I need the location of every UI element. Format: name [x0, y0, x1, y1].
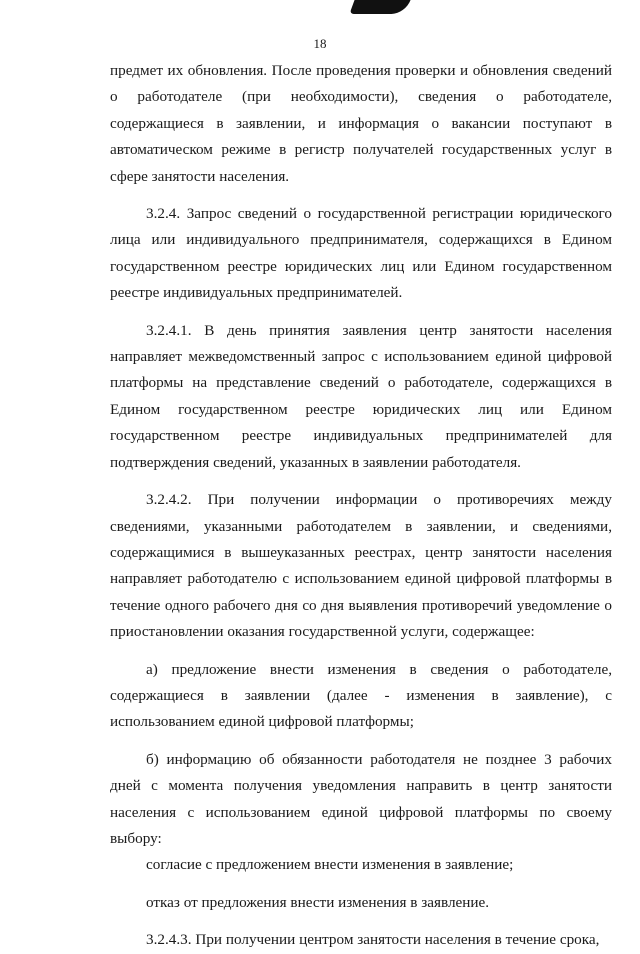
paragraph: 3.2.4.3. При получении центром занятости населения в течение срока,	[146, 931, 600, 949]
paragraph: а) предложение внести изменения в сведения о работодателе, содержащиеся в заявлении (далее - изменения в заявление), с использованием единой цифровой платформы;	[110, 660, 612, 731]
paragraph: б) информацию об обязанности работодателя не позднее 3 рабочих дней с момента получения уведомления направить в центр занятости населения с использованием единой цифровой платформы по своему выбору:	[110, 750, 612, 847]
paragraph: 3.2.4. Запрос сведений о государственной регистрации юридического лица или индивидуального предпринимателя, содержащихся в Едином государственном реестре юридических лиц или Едином государственном реестре индивидуальных предпринимателей.	[110, 205, 612, 302]
document-body	[110, 58, 612, 954]
page-number: 18	[313, 36, 327, 51]
paragraph: отказ от предложения внести изменения в заявление.	[146, 893, 490, 911]
paragraph: 3.2.4.1. В день принятия заявления центр занятости населения направляет межведомственный запрос с использованием единой цифровой платформы на представление сведений о работодателе, содержащихся в Едином государственном реестре юридических лиц или Едином государственном реестре индивидуальных предпринимателей для подтверждения сведений, указанных в заявлении работодателя.	[110, 321, 612, 471]
paragraph: согласие с предложением внести изменения в заявление;	[146, 856, 514, 874]
paragraph: 3.2.4.2. При получении информации о противоречиях между сведениями, указанными работодателем в заявлении, и сведениями, содержащимися в вышеуказанных реестрах, центр занятости населения направляет работодателю с использованием единой цифровой платформы в течение одного рабочего дня со дня выявления противоречий уведомление о приостановлении оказания государственной услуги, содержащее:	[110, 491, 612, 641]
paragraph: предмет их обновления. После проведения проверки и обновления сведений о работодателе (при необходимости), сведения о работодателе, содержащиеся в заявлении, и информация о вакансии поступают в автоматическом режиме в регистр получателей государственных услуг в сфере занятости населения.	[110, 62, 612, 185]
scan-artifact	[349, 0, 410, 14]
